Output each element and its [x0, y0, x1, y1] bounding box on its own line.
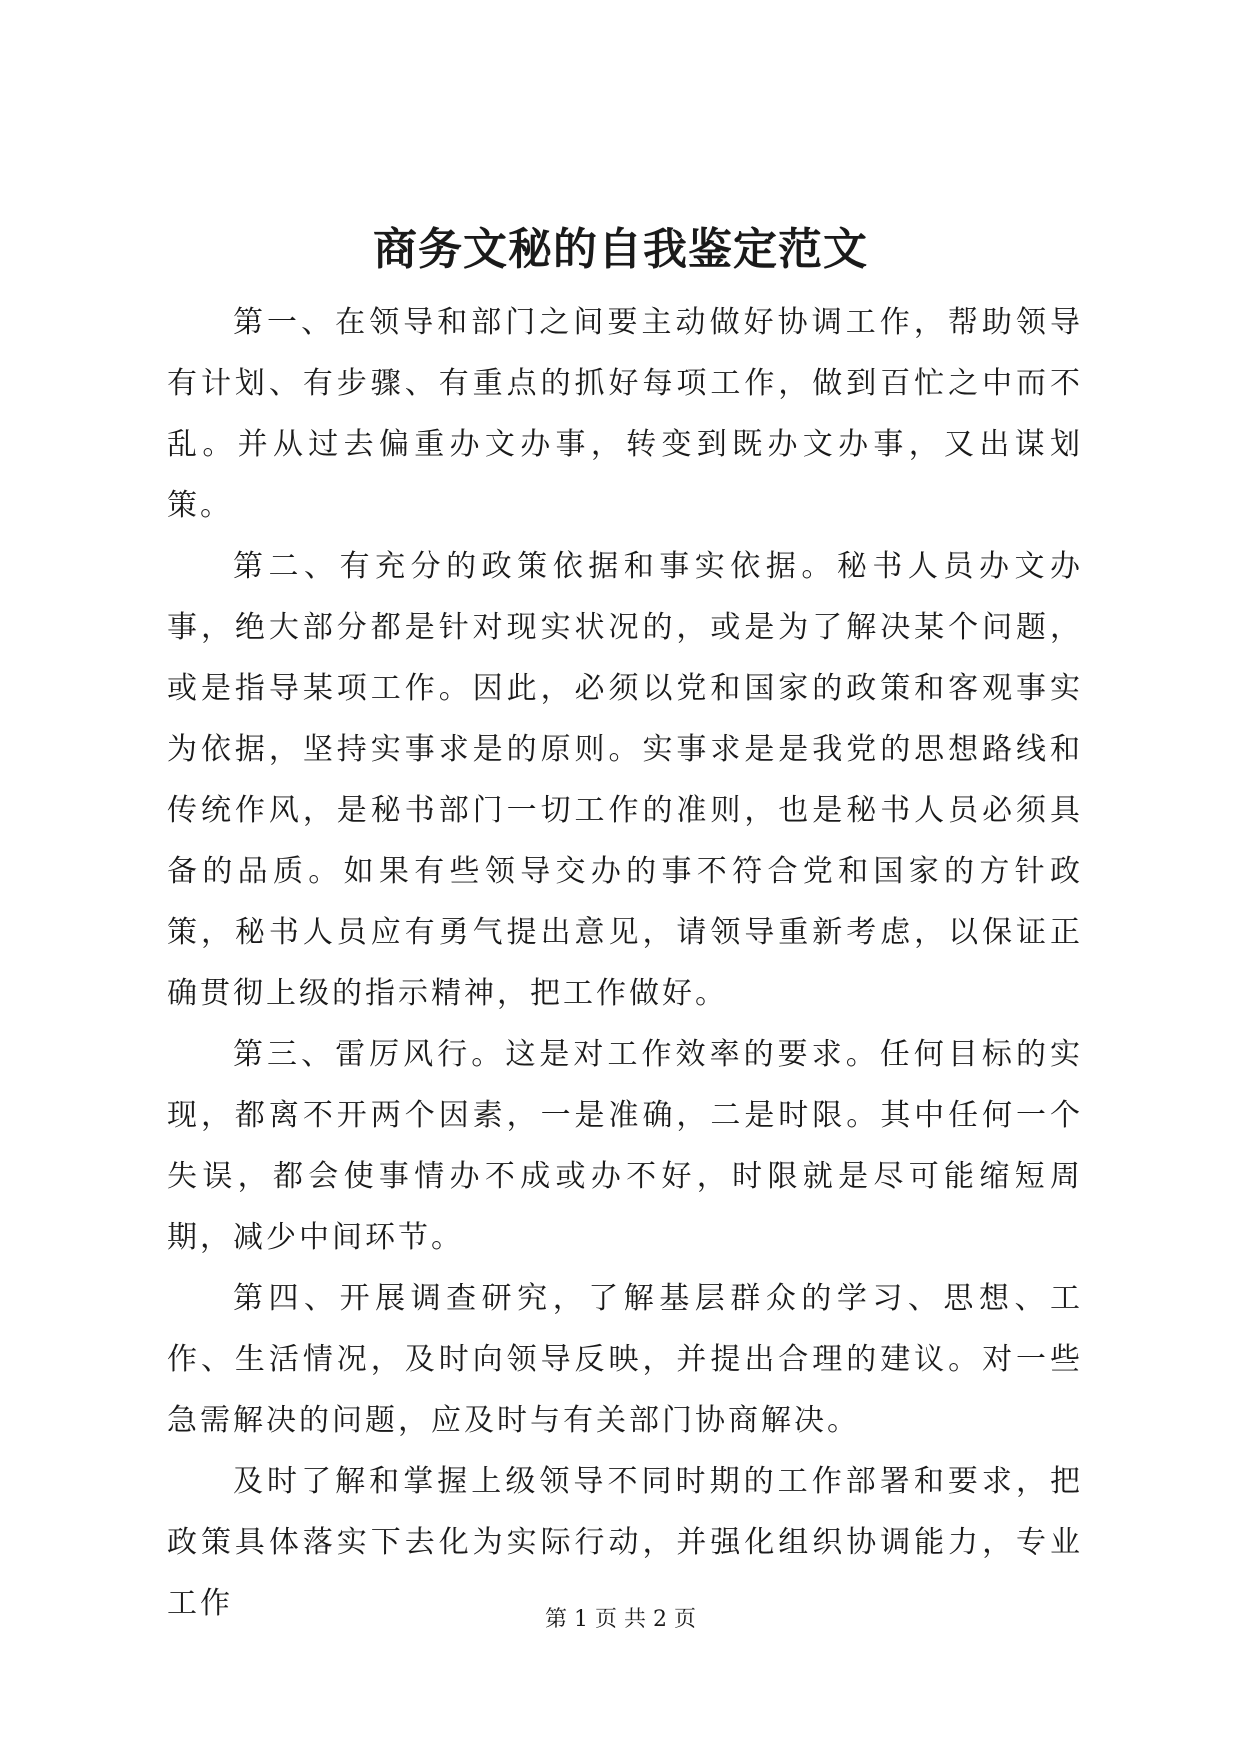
paragraph-2: 第二、有充分的政策依据和事实依据。秘书人员办文办事，绝大部分都是针对现实状况的，或是为了解决某个问题，或是指导某项工作。因此，必须以党和国家的政策和客观事实为依据，坚持实事求是的原则。实事求是是我党的思想路线和传统作风，是秘书部门一切工作的准则，也是秘书人员必须具备的品质。如果有些领导交办的事不符合党和国家的方针政策，秘书人员应有勇气提出意见，请领导重新考虑，以保证正确贯彻上级的指示精神，把工作做好。: [167, 549, 1083, 1011]
paragraph-1: 第一、在领导和部门之间要主动做好协调工作，帮助领导有计划、有步骤、有重点的抓好每项工作，做到百忙之中而不乱。并从过去偏重办文办事，转变到既办文办事，又出谋划策。: [167, 305, 1083, 523]
paragraph-4: 第四、开展调查研究，了解基层群众的学习、思想、工作、生活情况，及时向领导反映，并提出合理的建议。对一些急需解决的问题，应及时与有关部门协商解决。: [167, 1281, 1083, 1438]
document-title: 商务文秘的自我鉴定范文: [373, 224, 868, 275]
document-body: [167, 292, 1083, 1634]
paragraph-3: 第三、雷厉风行。这是对工作效率的要求。任何目标的实现，都离不开两个因素，一是准确，二是时限。其中任何一个失误，都会使事情办不成或办不好，时限就是尽可能缩短周期，减少中间环节。: [167, 1037, 1083, 1255]
page-number-footer: 第 1 页 共 2 页: [545, 1607, 696, 1632]
paragraph-5: 及时了解和掌握上级领导不同时期的工作部署和要求，把政策具体落实下去化为实际行动，并强化组织协调能力，专业工作: [167, 1464, 1083, 1621]
